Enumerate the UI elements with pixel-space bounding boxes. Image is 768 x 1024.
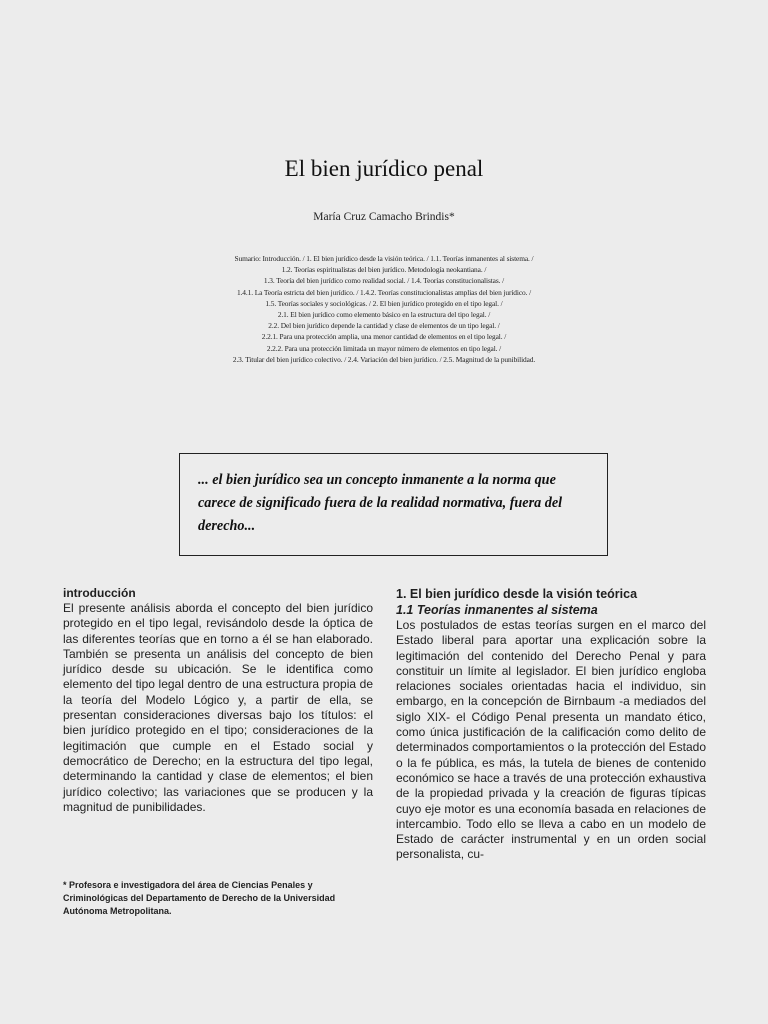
- summary-line: Sumario: Introducción. / 1. El bien jurídico desde la visión teórica. / 1.1. Teorías inmanentes al sistema. /: [234, 254, 534, 263]
- intro-paragraph: El presente análisis aborda el concepto del bien jurídico protegido en el tipo legal, revisándolo desde la óptica de las diferentes teorías que en torno a él se han elaborado. También se presenta un análisis del concepto de bien jurídico desde su ubicación. Se le identifica como elemento del tipo legal dentro de una estructura propia de la teoría del Modelo Lógico y, a partir de ella, se presentan consideraciones diversas bajo los títulos: el bien jurídico protegido en el tipo; consideraciones de la legitimación que cumple en el Estado social y democrático de Derecho; en la estructura del tipo legal, determinando la cantidad y clase de elementos; el bien jurídico colectivo; las variaciones que se producen y la magnitud de punibilidades.: [63, 601, 373, 814]
- subsection-heading: 1.1 Teorías inmanentes al sistema: [396, 603, 598, 617]
- section-paragraph: Los postulados de estas teorías surgen en el marco del Estado liberal para aportar una explicación sobre la legitimación del contenido del Derecho Penal y para constituir un límite al legislador. El bien jurídico engloba relaciones sociales orientadas hacia el individuo, sin embargo, en la concepción de Birnbaum -a mediados del siglo XIX- el Código Penal presenta un mandato ético, como única justificación de la calificación como delito de determinados comportamientos o la protección del Estado o la fe pública, es más, la tutela de bienes de contenido económico se hace a través de una protección exhaustiva de la propiedad privada y la creación de figuras típicas cuyo eje motor es una economía basada en relaciones de intercambio. Todo ello se lleva a cabo en un modelo de Estado de carácter instrumental y en un orden social personalista, cu-: [396, 618, 706, 862]
- summary-line: 1.4.1. La Teoría estricta del bien jurídico. / 1.4.2. Teorías constitucionalistas amplias del bien jurídico. /: [236, 287, 532, 297]
- author-name: María Cruz Camacho Brindis*: [313, 211, 455, 223]
- left-column: [63, 586, 373, 815]
- summary-line: 1.5. Teorías sociales y sociológicas. / 2. El bien jurídico protegido en el tipo legal. /: [265, 298, 503, 308]
- right-column: [396, 586, 706, 863]
- epigraph-quote-box: [179, 453, 608, 556]
- summary-block: [150, 253, 618, 365]
- summary-line: 2.3. Titular del bien jurídico colectivo. / 2.4. Variación del bien jurídico. / 2.5. Magnitud de la punibilidad.: [232, 354, 536, 364]
- author-footnote: * Profesora e investigadora del área de Ciencias Penales y Criminológicas del Departamento de Derecho de la Universidad Autónoma Metropolitana.: [63, 880, 336, 916]
- summary-line: 2.1. El bien jurídico como elemento básico en la estructura del tipo legal. /: [277, 310, 491, 320]
- intro-heading: introducción: [63, 586, 136, 600]
- summary-line: 2.2.2. Para una protección limitada un mayor número de elementos en tipo legal. /: [266, 343, 502, 353]
- summary-line: 2.2. Del bien jurídico depende la cantidad y clase de elementos de un tipo legal. /: [268, 321, 500, 331]
- document-title: El bien jurídico penal: [284, 156, 484, 181]
- epigraph-quote-text: ... el bien jurídico sea un concepto inmanente a la norma que carece de significado fuera de la realidad normativa, fuera del derecho...: [198, 472, 563, 534]
- summary-line: 1.3. Teoría del bien jurídico como realidad social. / 1.4. Teorías constitucionalistas. /: [263, 276, 505, 286]
- summary-line: 1.2. Teorías espiritualistas del bien jurídico. Metodología neokantiana. /: [281, 265, 487, 275]
- section-heading: 1. El bien jurídico desde la visión teórica: [396, 587, 638, 601]
- summary-line: 2.2.1. Para una protección amplia, una menor cantidad de elementos en el tipo legal. /: [261, 332, 507, 342]
